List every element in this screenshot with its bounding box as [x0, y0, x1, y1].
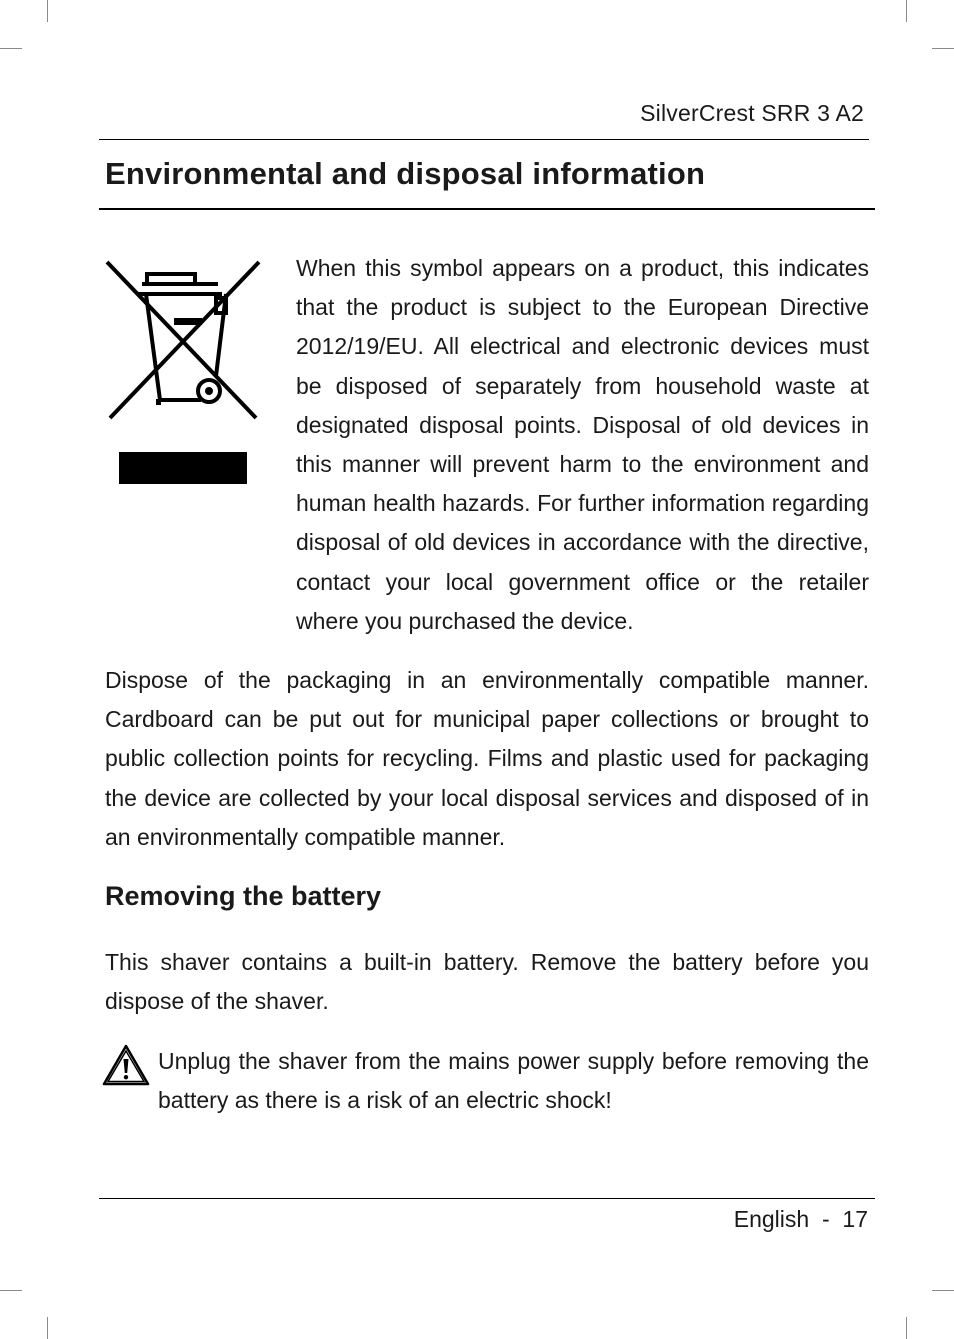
electric-shock-warning: Unplug the shaver from the mains power supply before removing the battery as there is a risk of an electric shock! [158, 1048, 869, 1114]
section-title-removing-battery: Removing the battery [105, 881, 382, 911]
crop-mark [932, 48, 954, 49]
page-number: 17 [842, 1206, 868, 1232]
warning-triangle-icon [102, 1044, 150, 1086]
crop-mark [932, 1290, 954, 1291]
crop-mark [0, 1290, 22, 1291]
battery-paragraph: This shaver contains a built-in battery. Remove the battery before you dispose of the shaver. [105, 949, 869, 1015]
crop-mark [47, 1317, 48, 1339]
crossed-out-wheelie-bin-icon [104, 258, 266, 490]
packaging-paragraph: Dispose of the packaging in an environmentally compatible manner. Cardboard can be put out for municipal paper collections or brought to public collection points for recycling. Films and plastic used for packaging the device are collected by your local disposal services and disposed of in an environmentally compatible manner. [105, 667, 869, 850]
weee-directive-paragraph: When this symbol appears on a product, this indicates that the product is subject to the European Directive 2012/19/EU. All electrical and electronic devices must be disposed of separately from household waste at designated disposal points. Disposal of old devices in this manner will prevent harm to the environment and human health hazards. For further information regarding disposal of old devices in accordance with the directive, contact your local government office or the retailer where you purchased the device. [296, 255, 869, 634]
crop-mark [0, 48, 22, 49]
header-rule [99, 139, 869, 140]
page-footer [734, 1206, 868, 1233]
crop-mark [47, 0, 48, 22]
footer-separator: - [809, 1206, 843, 1232]
footer-language: English [733, 1206, 810, 1232]
crop-mark [906, 1317, 907, 1339]
header-model-name: SilverCrest SRR 3 A2 [640, 100, 864, 126]
crop-mark [906, 0, 907, 22]
page-title: Environmental and disposal information [105, 156, 706, 191]
title-rule [99, 208, 875, 210]
footer-rule [99, 1198, 875, 1199]
